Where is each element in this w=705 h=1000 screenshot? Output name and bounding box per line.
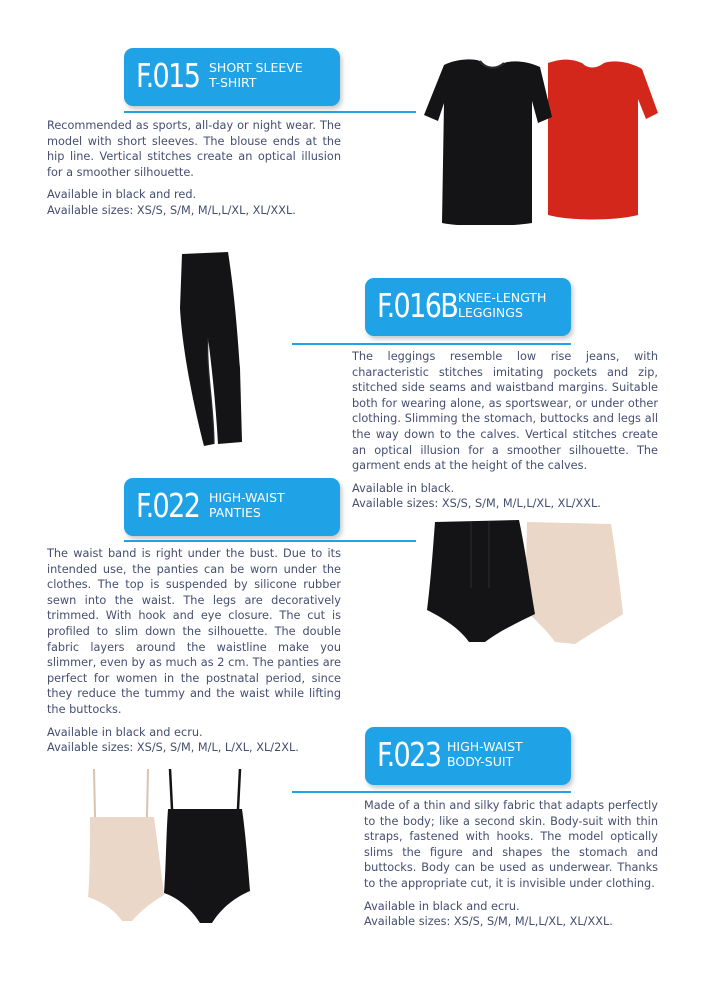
- black-panties: [427, 520, 535, 642]
- product-text-f023: [364, 798, 658, 930]
- ecru-bodysuit: [88, 817, 164, 921]
- section-rule: [292, 791, 571, 793]
- product-code: F.022: [136, 486, 200, 525]
- black-bodysuit: [164, 809, 250, 923]
- product-badge-f022: [124, 478, 340, 536]
- product-title: HIGH-WAIST PANTIES: [209, 490, 285, 520]
- product-sizes: Available sizes: XS/S, S/M, M/L, L/XL, XL/2XL.: [47, 741, 299, 755]
- panties-photo: [425, 518, 625, 648]
- tshirt-photo: [420, 55, 665, 225]
- product-text-f022: [47, 546, 341, 756]
- section-rule: [124, 540, 416, 542]
- black-leggings: [180, 252, 242, 446]
- product-text-f016b: [352, 349, 658, 512]
- product-sizes: Available sizes: XS/S, S/M, M/L,L/XL, XL/XXL.: [364, 915, 613, 929]
- product-title: SHORT SLEEVE T-SHIRT: [209, 60, 303, 90]
- leggings-photo: [174, 248, 254, 448]
- section-rule: [292, 343, 571, 345]
- bodysuit-photo: [86, 767, 261, 927]
- black-tshirt: [424, 59, 552, 225]
- product-sizes: Available sizes: XS/S, S/M, M/L,L/XL, XL/XXL.: [47, 203, 296, 217]
- product-colors: Available in black and red.: [47, 188, 197, 202]
- product-sizes: Available sizes: XS/S, S/M, M/L,L/XL, XL/XXL.: [352, 497, 601, 511]
- product-colors: Available in black and ecru.: [47, 725, 203, 739]
- product-badge-f015: [124, 48, 340, 106]
- product-code: F.015: [136, 56, 200, 95]
- ecru-panties: [525, 522, 623, 644]
- product-title: KNEE-LENGTH LEGGINGS: [458, 290, 547, 320]
- product-colors: Available in black.: [352, 481, 455, 495]
- product-code: F.016B: [377, 286, 458, 325]
- section-rule: [124, 111, 416, 113]
- product-description: Made of a thin and silky fabric that adapts perfectly to the body; like a second skin. Body-suit with thin straps, fastened with hooks. The model optically slims the figure and shapes the stomach and buttocks. Body can be used as underwear. Thanks to the appropriate cut, it is invisible under clothing.: [364, 799, 658, 890]
- product-description: Recommended as sports, all-day or night wear. The model with short sleeves. The blouse ends at the hip line. Vertical stitches create an optical illusion for a smoother silhouette.: [47, 119, 341, 179]
- product-description: The leggings resemble low rise jeans, with characteristic stitches imitating pockets and zip, stitched side seams and waistband margins. Suitable both for wearing alone, as sportswear, or under other clothing. Slimming the stomach, buttocks and legs all the way down to the calves. Vertical stitches create an optical illusion for a smoother silhouette. The garment ends at the height of the calves.: [352, 350, 658, 473]
- product-colors: Available in black and ecru.: [364, 899, 520, 913]
- product-text-f015: [47, 118, 341, 219]
- red-tshirt: [548, 60, 658, 220]
- product-title: HIGH-WAIST BODY-SUIT: [447, 739, 523, 769]
- product-badge-f016b: [365, 278, 571, 336]
- product-badge-f023: [365, 727, 571, 785]
- product-description: The waist band is right under the bust. Due to its intended use, the panties can be worn under the clothes. The top is suspended by silicone rubber sewn into the waist. The legs are decoratively trimmed. With hook and eye closure. The cut is profiled to slim down the silhouette. The double fabric layers around the waistline make you slimmer, even by as much as 2 cm. The panties are perfect for women in the postnatal period, since they reduce the tummy and the waist while lifting the buttocks.: [47, 547, 341, 716]
- product-code: F.023: [377, 735, 441, 774]
